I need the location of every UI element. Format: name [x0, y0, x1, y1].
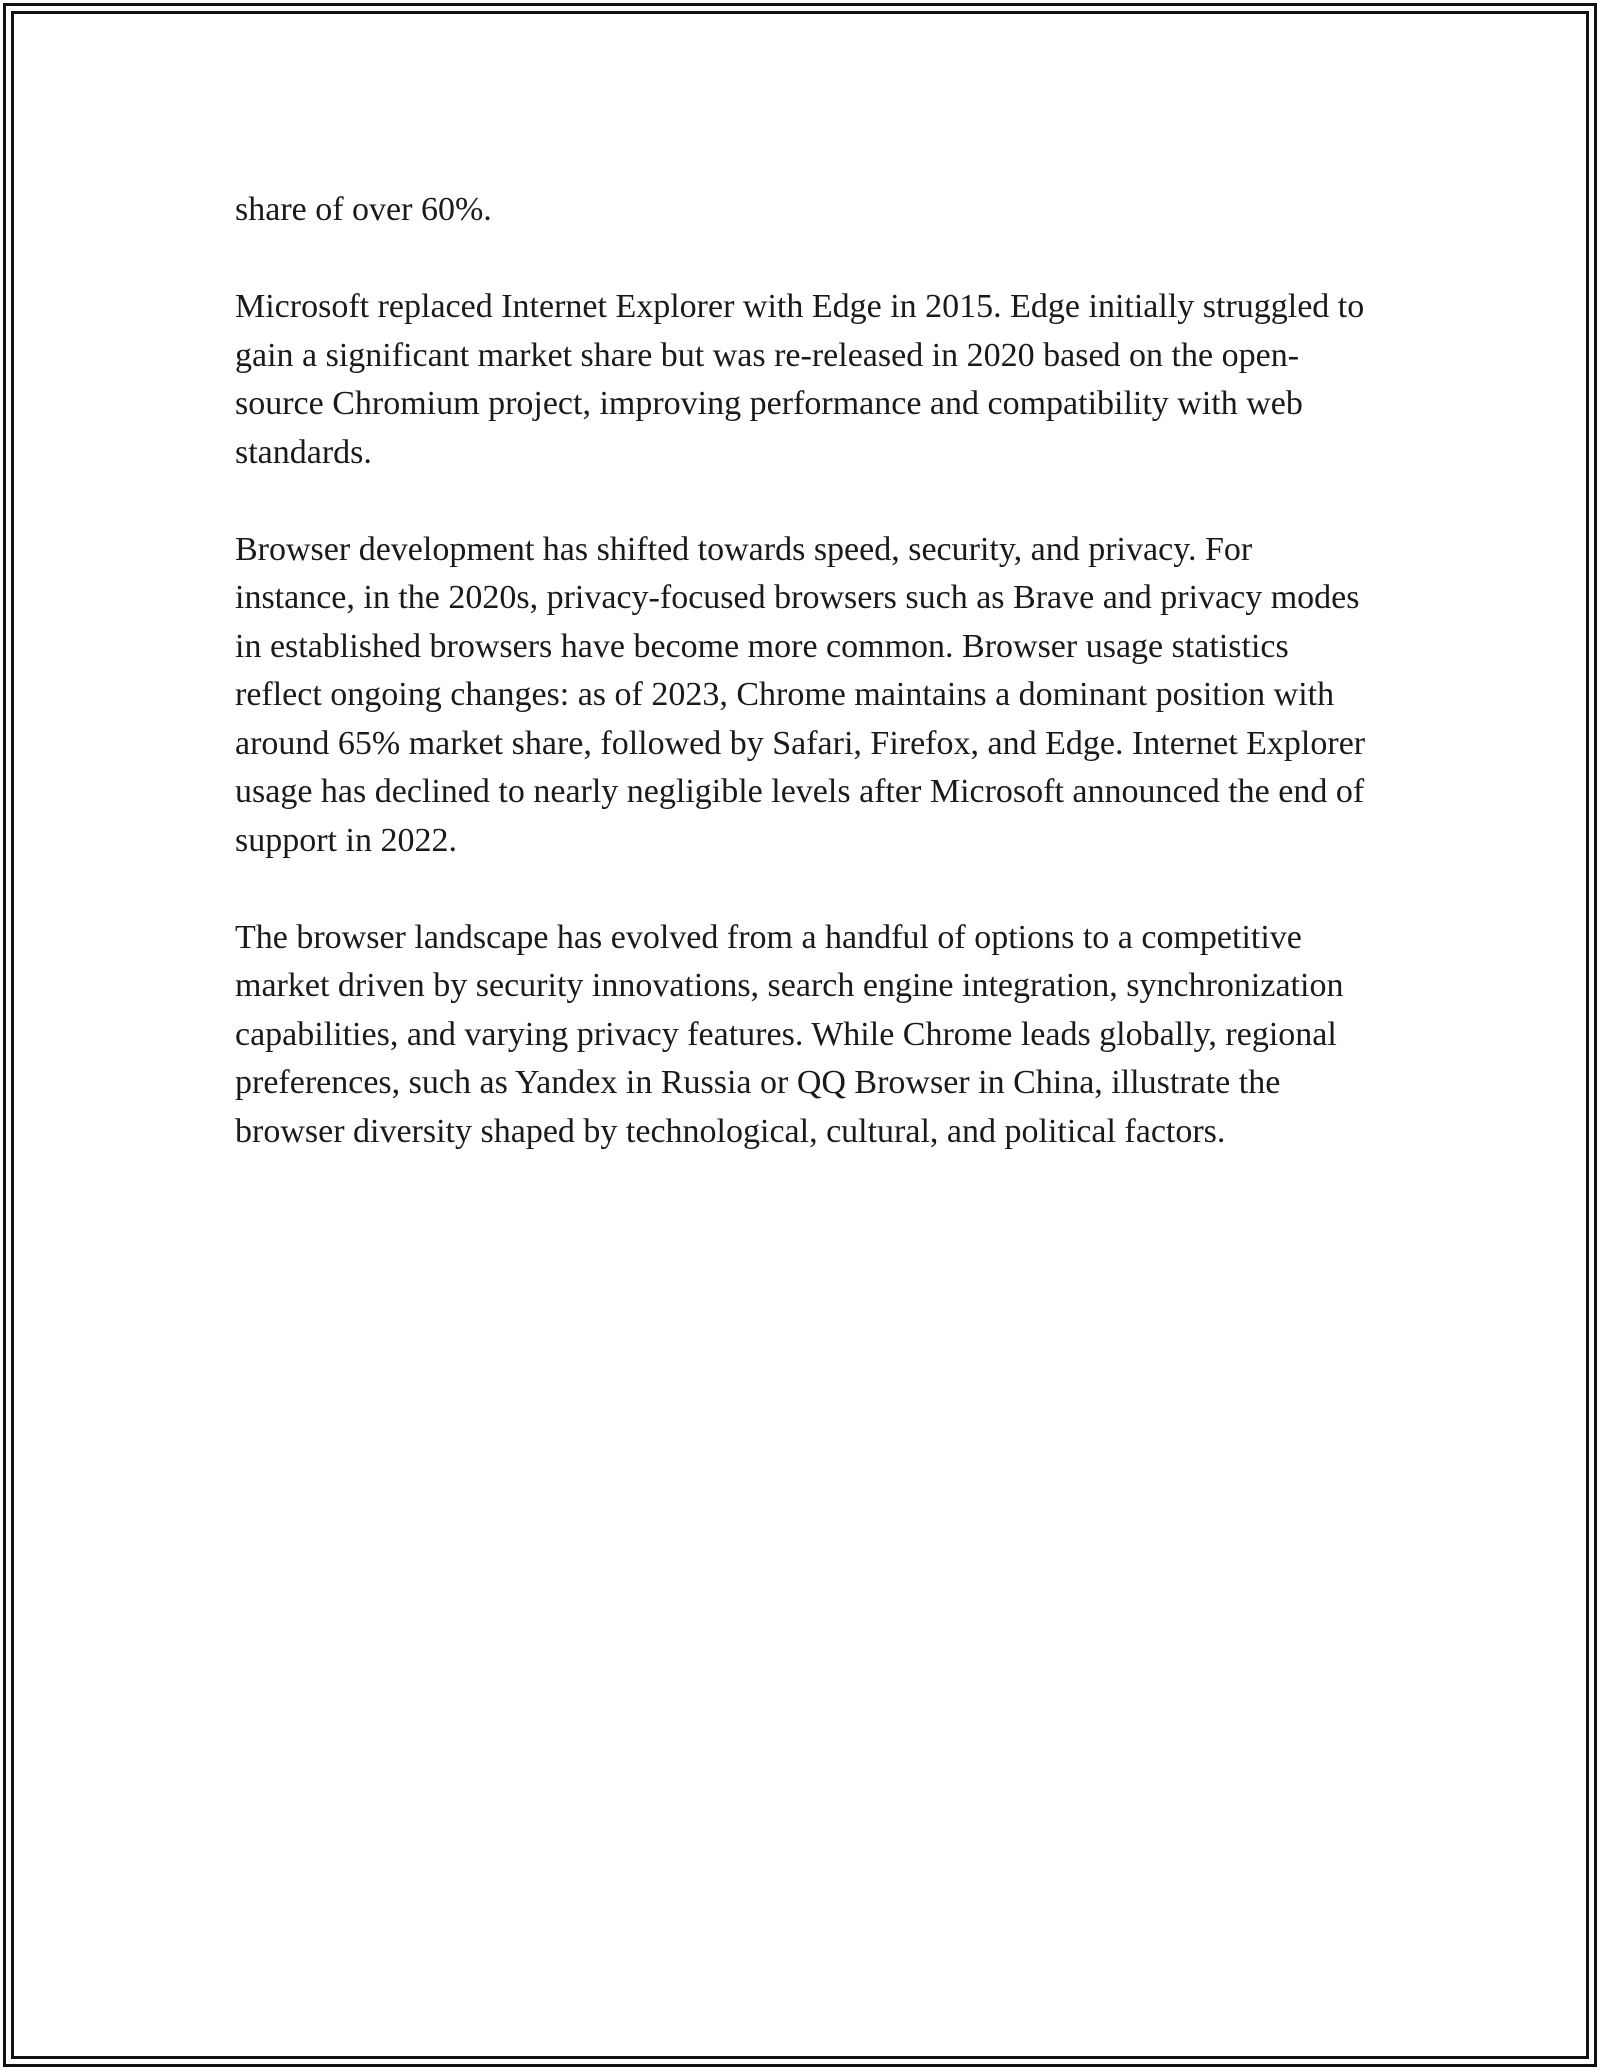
document-body: [235, 186, 1375, 1205]
paragraph-3: Browser development has shifted towards speed, security, and privacy. For instance, in the 2020s, privacy-focused browsers such as Brave and privacy modes in established browsers have become more common. Browser usage statistics reflect ongoing changes: as of 2023, Chrome maintains a dominant position with around 65% market share, followed by Safari, Firefox, and Edge. Internet Explorer usage has declined to nearly negligible levels after Microsoft announced the end of support in 2022.: [235, 530, 1366, 859]
paragraph-1: share of over 60%.: [235, 191, 492, 228]
paragraph-2: Microsoft replaced Internet Explorer with Edge in 2015. Edge initially struggled to gain a significant market share but was re-released in 2020 based on the open-source Chromium project, improving performance and compatibility with web standards.: [235, 288, 1365, 471]
paragraph-4: The browser landscape has evolved from a handful of options to a competitive market driven by security innovations, search engine integration, synchronization capabilities, and varying privacy features. While Chrome leads globally, regional preferences, such as Yandex in Russia or QQ Browser in China, illustrate the browser diversity shaped by technological, cultural, and political factors.: [235, 918, 1344, 1150]
